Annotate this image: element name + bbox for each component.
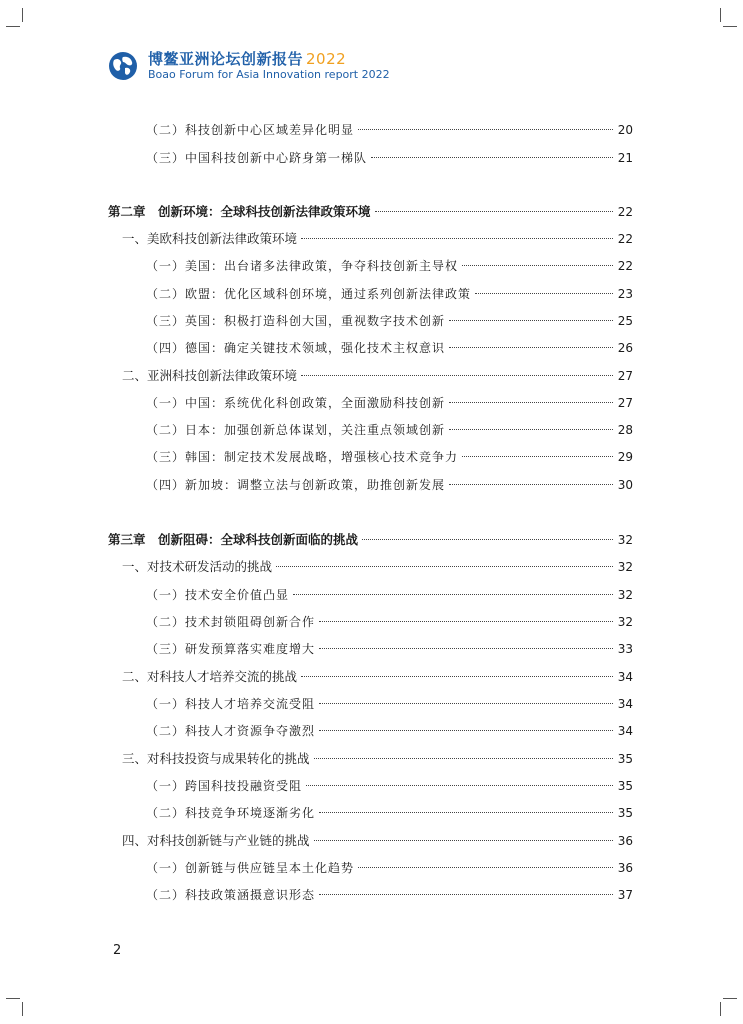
- toc-entry-page: 23: [617, 287, 633, 301]
- crop-mark: [723, 26, 737, 27]
- dot-leader: [319, 703, 613, 704]
- toc-entry[interactable]: [146, 420, 633, 440]
- toc-entry-page: 34: [617, 697, 633, 711]
- dot-leader: [319, 621, 613, 622]
- crop-mark: [6, 998, 20, 999]
- toc-entry-label: （一）创新链与供应链呈本土化趋势: [146, 861, 355, 875]
- report-title: 博鳌亚洲论坛创新报告 2022: [148, 50, 347, 68]
- toc-entry-page: 32: [617, 560, 633, 574]
- toc-entry[interactable]: [146, 721, 633, 741]
- dot-leader: [449, 347, 613, 348]
- toc-entry[interactable]: [146, 120, 633, 140]
- toc-entry-page: 36: [617, 834, 633, 848]
- toc-entry-label: （二）科技人才资源争夺激烈: [146, 724, 316, 738]
- toc-entry[interactable]: [146, 885, 633, 905]
- toc-entry-label: （二）欧盟：优化区域科创环境，通过系列创新法律政策: [146, 287, 472, 301]
- toc-entry-label: 第二章 创新环境：全球科技创新法律政策环境: [108, 204, 371, 219]
- dot-leader: [319, 648, 613, 649]
- toc-entry-label: 二、亚洲科技创新法律政策环境: [122, 368, 298, 383]
- report-header: [108, 45, 508, 85]
- crop-mark: [720, 8, 721, 22]
- toc-entry[interactable]: [146, 393, 633, 413]
- toc-entry[interactable]: [146, 338, 633, 358]
- toc-entry-page: 34: [617, 670, 633, 684]
- dot-leader: [306, 785, 613, 786]
- toc-entry[interactable]: [122, 229, 633, 249]
- dot-leader: [293, 594, 613, 595]
- toc-entry-label: （四）新加坡：调整立法与创新政策，助推创新发展: [146, 478, 446, 492]
- toc-entry-page: 32: [617, 533, 633, 547]
- toc-entry[interactable]: [146, 447, 633, 467]
- toc-entry-label: （三）英国：积极打造科创大国，重视数字技术创新: [146, 314, 446, 328]
- toc-entry[interactable]: [122, 557, 633, 577]
- toc-entry-label: （一）科技人才培养交流受阻: [146, 697, 316, 711]
- dot-leader: [449, 402, 613, 403]
- toc-entry-page: 30: [617, 478, 633, 492]
- toc-entry[interactable]: [146, 148, 633, 168]
- toc-entry[interactable]: [146, 256, 633, 276]
- dot-leader: [371, 157, 613, 158]
- dot-leader: [462, 265, 613, 266]
- toc-entry-label: 一、对技术研发活动的挑战: [122, 559, 273, 574]
- crop-mark: [723, 998, 737, 999]
- toc-entry-page: 32: [617, 588, 633, 602]
- toc-entry-page: 20: [617, 123, 633, 137]
- toc-entry-label: （一）美国：出台诸多法律政策，争夺科技创新主导权: [146, 259, 459, 273]
- report-year: 2022: [306, 50, 347, 68]
- dot-leader: [301, 676, 613, 677]
- dot-leader: [449, 429, 613, 430]
- toc-entry-page: 36: [617, 861, 633, 875]
- toc-entry-page: 33: [617, 642, 633, 656]
- toc-entry-page: 35: [617, 752, 633, 766]
- toc-entry-label: 第三章 创新阻碍：全球科技创新面临的挑战: [108, 532, 359, 547]
- toc-entry[interactable]: [146, 776, 633, 796]
- toc-entry-label: （三）研发预算落实难度增大: [146, 642, 316, 656]
- toc-entry[interactable]: [146, 803, 633, 823]
- toc-entry[interactable]: [146, 475, 633, 495]
- toc-entry-label: （二）科技政策涵摄意识形态: [146, 888, 316, 902]
- toc-entry-page: 35: [617, 806, 633, 820]
- toc-entry-label: （二）技术封锁阻碍创新合作: [146, 615, 316, 629]
- toc-entry-label: 四、对科技创新链与产业链的挑战: [122, 833, 310, 848]
- dot-leader: [449, 320, 613, 321]
- toc-entry[interactable]: [146, 639, 633, 659]
- toc-entry[interactable]: [146, 284, 633, 304]
- toc-entry-label: （四）德国：确定关键技术领域，强化技术主权意识: [146, 341, 446, 355]
- toc-entry-label: （三）中国科技创新中心跻身第一梯队: [146, 151, 368, 165]
- toc-entry-label: （二）日本：加强创新总体谋划，关注重点领域创新: [146, 423, 446, 437]
- toc-entry-page: 35: [617, 779, 633, 793]
- dot-leader: [319, 812, 613, 813]
- toc-entry-page: 29: [617, 450, 633, 464]
- toc-entry-page: 37: [617, 888, 633, 902]
- dot-leader: [362, 539, 613, 540]
- toc-entry-label: （一）中国：系统优化科创政策，全面激励科技创新: [146, 396, 446, 410]
- dot-leader: [475, 293, 613, 294]
- toc-entry-page: 21: [617, 151, 633, 165]
- dot-leader: [319, 730, 613, 731]
- toc-entry-label: （一）跨国科技投融资受阻: [146, 779, 303, 793]
- toc-entry[interactable]: [122, 667, 633, 687]
- dot-leader: [449, 484, 613, 485]
- toc-entry-page: 27: [617, 396, 633, 410]
- toc-entry-label: （一）技术安全价值凸显: [146, 588, 290, 602]
- toc-entry[interactable]: [108, 202, 633, 222]
- toc-entry-page: 25: [617, 314, 633, 328]
- toc-entry-label: （二）科技竞争环境逐渐劣化: [146, 806, 316, 820]
- toc-entry-label: 三、对科技投资与成果转化的挑战: [122, 751, 310, 766]
- dot-leader: [319, 894, 613, 895]
- crop-mark: [6, 26, 20, 27]
- toc-entry[interactable]: [122, 831, 633, 851]
- dot-leader: [301, 375, 613, 376]
- toc-entry-page: 27: [617, 369, 633, 383]
- dot-leader: [276, 566, 613, 567]
- report-title-en: Boao Forum for Asia Innovation report 2022: [148, 68, 390, 81]
- toc-entry-page: 22: [617, 205, 633, 219]
- dot-leader: [375, 211, 613, 212]
- dot-leader: [314, 758, 613, 759]
- toc-entry[interactable]: [146, 585, 633, 605]
- toc-entry-page: 28: [617, 423, 633, 437]
- crop-mark: [22, 1002, 23, 1016]
- dot-leader: [462, 456, 613, 457]
- toc-entry-label: 二、对科技人才培养交流的挑战: [122, 669, 298, 684]
- dot-leader: [358, 867, 613, 868]
- crop-mark: [22, 8, 23, 22]
- toc-entry[interactable]: [122, 366, 633, 386]
- toc-entry-page: 22: [617, 232, 633, 246]
- toc-entry-label: （三）韩国：制定技术发展战略，增强核心技术竞争力: [146, 450, 459, 464]
- crop-mark: [720, 1002, 721, 1016]
- toc-entry[interactable]: [146, 612, 633, 632]
- dot-leader: [301, 238, 613, 239]
- toc-entry[interactable]: [146, 694, 633, 714]
- toc-entry[interactable]: [108, 530, 633, 550]
- page-number: 2: [113, 943, 122, 958]
- dot-leader: [314, 840, 613, 841]
- toc-entry[interactable]: [122, 749, 633, 769]
- toc-entry-label: （二）科技创新中心区域差异化明显: [146, 123, 355, 137]
- toc-entry-label: 一、美欧科技创新法律政策环境: [122, 231, 298, 246]
- toc-entry[interactable]: [146, 311, 633, 331]
- toc-entry-page: 34: [617, 724, 633, 738]
- globe-logo-icon: [108, 51, 138, 81]
- dot-leader: [358, 129, 613, 130]
- toc-entry-page: 32: [617, 615, 633, 629]
- toc-entry-page: 22: [617, 259, 633, 273]
- toc-entry[interactable]: [146, 858, 633, 878]
- toc-entry-page: 26: [617, 341, 633, 355]
